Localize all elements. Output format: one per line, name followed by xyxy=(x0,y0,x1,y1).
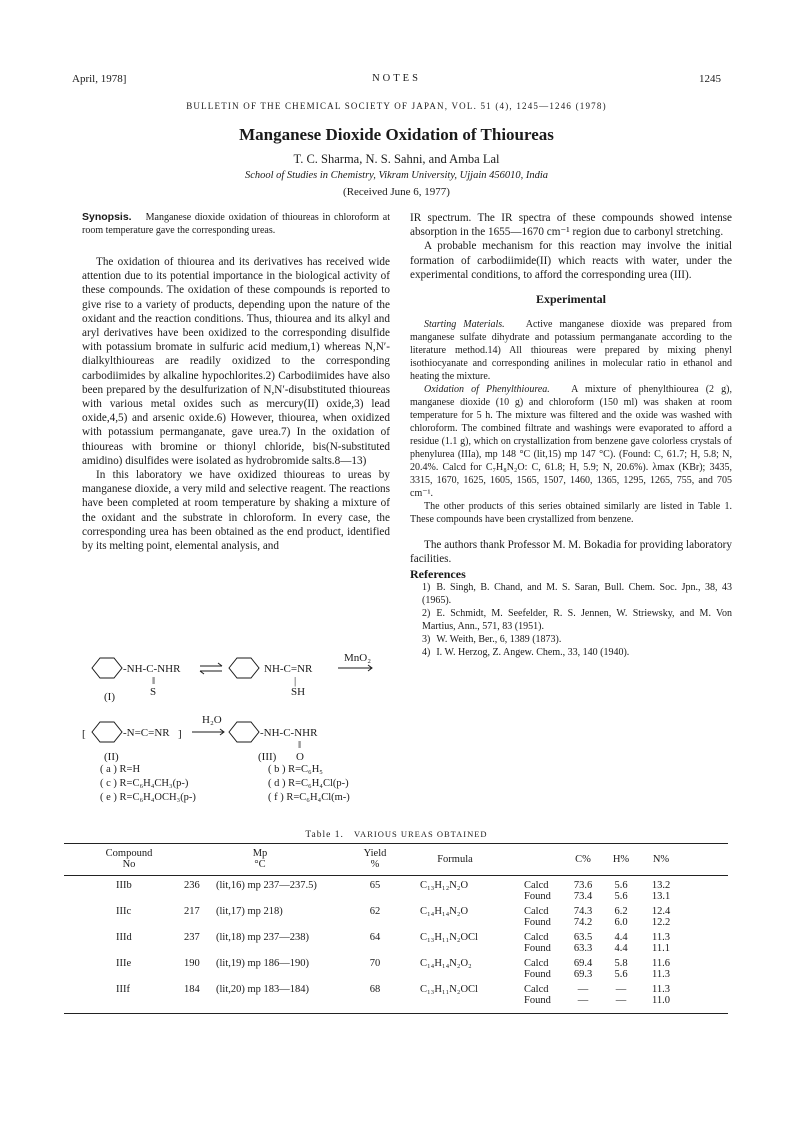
scheme-i-s: S xyxy=(150,686,157,698)
scheme-label-ii: (II) xyxy=(104,751,119,763)
table-cell: Found xyxy=(524,891,551,902)
scheme-h2o: H₂O xyxy=(202,714,222,726)
table-cell: — xyxy=(577,984,589,995)
synopsis-label: Synopsis. xyxy=(82,211,132,223)
table-cell: 11.3 xyxy=(652,969,670,980)
table-cell: 13.2 xyxy=(651,880,671,891)
table-cell: 13.1 xyxy=(651,891,671,902)
table-cell: — xyxy=(615,995,627,1006)
reference-item: 4) I. W. Herzog, Z. Angew. Chem., 33, 140 (1940). xyxy=(422,646,630,658)
table-cell: C₁₃H₁₂N₂O xyxy=(420,880,469,891)
table-cell: 5.8 xyxy=(614,958,628,969)
header-mp: Mp °C xyxy=(252,848,268,870)
table-cell: 11.3 xyxy=(652,984,670,995)
table-cell: Found xyxy=(524,943,551,954)
svg-text:‖: ‖ xyxy=(298,739,302,751)
table-caption: Table 1. VARIOUS UREAS OBTAINED xyxy=(305,829,488,840)
svg-text:|: | xyxy=(294,675,297,687)
table-cell: 73.4 xyxy=(573,891,593,902)
table-cell: 4.4 xyxy=(614,943,628,954)
scheme-i-left: -NH-C-NHR xyxy=(123,663,181,675)
table-cell: Calcd xyxy=(524,958,549,969)
table-cell: (lit,16) mp 237—237.5) xyxy=(216,880,317,891)
table-header-rule xyxy=(64,875,728,876)
header-c: C% xyxy=(575,854,591,865)
table-bottom-rule xyxy=(64,1013,728,1014)
scheme-i-sh: SH xyxy=(291,686,306,698)
benzene-ring-icon xyxy=(92,722,122,742)
table-cell: 65 xyxy=(369,880,381,891)
double-bond-mark: ‖ xyxy=(152,675,156,687)
mechanism-paragraph: A probable mechanism for this reaction may involve the initial formation of carbodiimide(II) which reacts with water, under the experimental conditions, to afford the corresponding urea (III). xyxy=(410,240,732,281)
table-cell: 11.3 xyxy=(652,932,670,943)
header-formula: Formula xyxy=(437,854,473,865)
reference-item: 1) B. Singh, B. Chand, and M. S. Saran, Bull. Chem. Soc. Jpn., 38, 43 (1965). xyxy=(422,581,732,606)
journal-citation: BULLETIN OF THE CHEMICAL SOCIETY OF JAPAN, VOL. 51 (4), 1245—1246 (1978) xyxy=(186,101,607,111)
received-date: (Received June 6, 1977) xyxy=(343,186,450,198)
table-cell: Calcd xyxy=(524,984,549,995)
table-cell: IIId xyxy=(116,932,132,943)
table-cell: 63.3 xyxy=(573,943,593,954)
benzene-ring-icon xyxy=(229,658,259,678)
scheme-mno2: MnO₂ xyxy=(344,652,372,664)
table-cell: 11.0 xyxy=(652,995,670,1006)
scheme-iii-text: -NH-C-NHR xyxy=(260,727,318,739)
reference-item: 3) W. Weith, Ber., 6, 1389 (1873). xyxy=(422,633,562,645)
intro-paragraph-2: In this laboratory we have oxidized thioureas to ureas by manganese dioxide, a very mild and selective reagent. The reactions have been completed at room temperature by shaking a mixture of the oxidant and the substrate in chloroform. In every case, the corresponding urea has been obtained as the end product, identified by its melting point, elemental analysis, and xyxy=(82,469,390,553)
scheme-ii-text: -N=C=NR xyxy=(123,727,170,739)
running-head-date: April, 1978] xyxy=(72,73,127,85)
synopsis xyxy=(82,211,390,237)
authors: T. C. Sharma, N. S. Sahni, and Amba Lal xyxy=(293,152,500,166)
table-cell: C₁₄H₁₄N₂O₂ xyxy=(420,958,472,969)
ir-paragraph: IR spectrum. The IR spectra of these compounds showed intense absorption in the 1655—1670 cm⁻¹ region due to carbonyl stretching. xyxy=(410,212,732,239)
table-cell: Calcd xyxy=(524,906,549,917)
table-cell: 12.2 xyxy=(651,917,671,928)
table-cell: 6.2 xyxy=(614,906,628,917)
intro-paragraph-1: The oxidation of thiourea and its derivatives has received wide attention due to its potential importance in the biological activity of these compounds. The oxidation of these compounds is reported to give rise to a variety of products, depending upon the nature of the oxidant and the reaction conditions. Thus, thiourea and its alkyl and aryl derivatives have been oxidized to the corresponding disulfide with potassium bromate in sulfuric acid medium,1) whereas N,N′-dialkylthioureas are readily oxidized to the corresponding carbodiimides by alkaline hypochlorites.2) Carbodiimides have also been prepared by the desulfurization of N,N′-disubstituted thioureas with various metal oxides such as mercury(II) oxide,3) lead oxide,4,5) and arsenic oxide.6) However, thiourea, when oxidized with potassium permanganate, gave urea.7) In the oxidation of thioureas with bromine or thionyl chloride, bis(N-substituted amidino) disulfides were isolated as hydrobromide salts.8—13) xyxy=(82,256,390,467)
table-cell: 11.6 xyxy=(652,958,670,969)
scheme-i-right: NH-C=NR xyxy=(264,663,313,675)
table-cell: 5.6 xyxy=(614,880,628,891)
table-cell: (lit,19) mp 186—190) xyxy=(216,958,310,969)
r-group-row: ( a ) R=H ( b ) R=C₆H₅ xyxy=(100,764,323,775)
table-cell: — xyxy=(615,984,627,995)
table-cell: (lit,17) mp 218) xyxy=(216,906,283,917)
table-cell: 5.6 xyxy=(614,969,628,980)
reference-item: 2) E. Schmidt, M. Seefelder, R. S. Jennen, W. Striewsky, and M. Von Martius, Ann., 571, 83 (1951). xyxy=(422,607,732,632)
table-cell: 237 xyxy=(184,932,200,943)
table-cell: 64 xyxy=(369,932,381,943)
table-cell: 236 xyxy=(184,880,200,891)
r-group-row: ( c ) R=C₆H₄CH₃(p-) ( d ) R=C₆H₄Cl(p-) xyxy=(100,778,349,789)
left-column xyxy=(82,211,390,553)
table-cell: Found xyxy=(524,995,551,1006)
table-cell: 4.4 xyxy=(614,932,628,943)
table-cell: IIIb xyxy=(116,880,132,891)
table-cell: 62 xyxy=(369,906,381,917)
table-cell: 63.5 xyxy=(573,932,593,943)
table-cell: IIIe xyxy=(116,958,132,969)
svg-text:]: ] xyxy=(178,728,182,740)
header-yield: Yield % xyxy=(363,848,387,870)
header-compound: Compound No xyxy=(105,848,153,870)
table-cell: C₁₄H₁₄N₂O xyxy=(420,906,469,917)
table-cell: 11.1 xyxy=(652,943,670,954)
table-cell: 74.2 xyxy=(573,917,593,928)
acknowledgment: The authors thank Professor M. M. Bokadia for providing laboratory facilities. xyxy=(410,539,732,566)
benzene-ring-icon xyxy=(229,722,259,742)
header-h: H% xyxy=(612,854,630,865)
table-cell: 5.6 xyxy=(614,891,628,902)
oxidation-paragraph: Oxidation of Phenylthiourea. A mixture of phenylthiourea (2 g), manganese dioxide (10 g) and chloroform (150 ml) was shaken at room temperature for 5 h. The mixture was filtered and the oxide was washed with chloroform. The combined filtrate and washings were evaporated to afford a residue (1.1 g), which on crystallization from benzene gave colorless crystals of phenylurea (IIIa), mp 148 °C (lit,15) mp 147 °C). (Found: C, 61.7; H, 5.8; N, 20.4%. Calcd for C₇H₈N₂O: C, 61.8; H, 5.9; N, 20.6%). λmax (KBr); 3435, 3315, 1670, 1625, 1605, 1565, 1507, 1460, 1365, 1295, 1265, 755, and 705 cm⁻¹. xyxy=(410,384,732,500)
table-cell: (lit,18) mp 237—238) xyxy=(216,932,310,943)
scheme-iii-o: O xyxy=(296,751,304,763)
table-cell: 6.0 xyxy=(614,917,628,928)
table-cell: 69.4 xyxy=(573,958,593,969)
paper-title: Manganese Dioxide Oxidation of Thioureas xyxy=(239,125,554,144)
table-cell: 73.6 xyxy=(573,880,593,891)
svg-text:[: [ xyxy=(82,728,86,740)
table-cell: IIIf xyxy=(116,984,130,995)
benzene-ring-icon xyxy=(92,658,122,678)
table-cell: — xyxy=(577,995,589,1006)
experimental-heading: Experimental xyxy=(536,292,606,307)
affiliation: School of Studies in Chemistry, Vikram University, Ujjain 456010, India xyxy=(244,170,549,181)
table-cell: 217 xyxy=(184,906,200,917)
table-cell: C₁₃H₁₁N₂OCl xyxy=(420,932,478,943)
scheme-label-i: (I) xyxy=(104,691,115,703)
table-cell: C₁₃H₁₁N₂OCl xyxy=(420,984,478,995)
table-cell: 12.4 xyxy=(651,906,671,917)
table-cell: (lit,20) mp 183—184) xyxy=(216,984,310,995)
table-cell: 68 xyxy=(369,984,381,995)
other-products-paragraph: The other products of this series obtained similarly are listed in Table 1. These compounds have been crystallized from benzene. xyxy=(410,501,732,526)
table-cell: Calcd xyxy=(524,880,549,891)
header-n: N% xyxy=(652,854,670,865)
table-cell: 74.3 xyxy=(573,906,593,917)
scheme-label-iii: (III) xyxy=(258,751,277,763)
table-cell: Calcd xyxy=(524,932,549,943)
table-cell: Found xyxy=(524,917,551,928)
r-group-row: ( e ) R=C₆H₄OCH₃(p-) ( f ) R=C₆H₄Cl(m-) xyxy=(100,792,350,803)
synopsis-text: Manganese dioxide oxidation of thioureas in chloroform at room temperature gave the corresponding ureas. xyxy=(82,212,390,236)
table-cell: 184 xyxy=(184,984,200,995)
right-column xyxy=(410,211,732,659)
running-head-section: NOTES xyxy=(372,73,421,84)
starting-materials-paragraph: Starting Materials. Active manganese dioxide was prepared from manganese sulfate dihydrate and potassium permanganate according to the literature method.14) All thioureas were prepared by mixing phenyl isothiocyanate and corresponding anilines in molecular ratio in ethanol and heating the mixture. xyxy=(410,319,732,383)
references-heading: References xyxy=(410,566,466,581)
table-cell: 69.3 xyxy=(573,969,593,980)
table-cell: Found xyxy=(524,969,551,980)
table-cell: IIIc xyxy=(116,906,132,917)
table-cell: 70 xyxy=(369,958,381,969)
table-cell: 190 xyxy=(184,958,200,969)
page-number: 1245 xyxy=(699,73,721,85)
table-top-rule xyxy=(64,843,728,844)
